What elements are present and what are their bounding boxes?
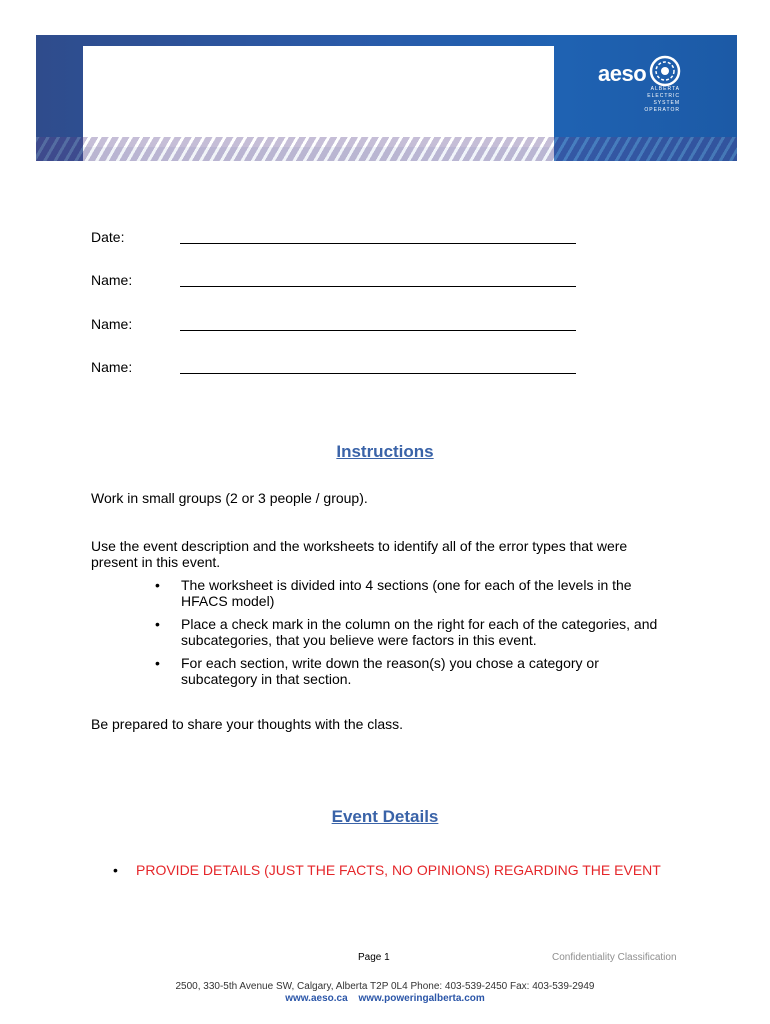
aeso-logo-text: aeso	[598, 61, 647, 86]
instructions-bullet-list	[155, 577, 675, 694]
confidentiality-label: Confidentiality Classification	[552, 952, 677, 963]
logo-sub-line: ELECTRIC	[647, 93, 680, 99]
header-title-area	[83, 46, 554, 147]
name-label: Name:	[91, 359, 133, 375]
logo-sub-line: ALBERTA	[650, 86, 680, 92]
aeso-swirl-logo-icon	[649, 55, 681, 87]
name-label: Name:	[91, 272, 133, 288]
bullet-icon: •	[113, 862, 118, 878]
aeso-website-link[interactable]: www.aeso.ca	[285, 993, 348, 1004]
list-item: • The worksheet is divided into 4 sections (one for each of the levels in the HFACS model)	[155, 577, 675, 609]
powering-alberta-link[interactable]: www.poweringalberta.com	[358, 993, 485, 1004]
instructions-paragraph-3: Be prepared to share your thoughts with the class.	[91, 716, 404, 732]
list-item: • For each section, write down the reason(s) you chose a category or subcategory in that section.	[155, 655, 675, 687]
event-details-item	[113, 860, 676, 881]
name-label: Name:	[91, 316, 133, 332]
instructions-paragraph-1: Work in small groups (2 or 3 people / group).	[91, 490, 368, 506]
date-label: Date:	[91, 229, 125, 245]
name-field-3[interactable]	[91, 359, 576, 379]
footer-links	[0, 993, 770, 1004]
footer-address: 2500, 330-5th Avenue SW, Calgary, Alberta T2P 0L4 Phone: 403-539-2450 Fax: 403-539-2949	[175, 981, 595, 992]
aeso-logo-subtitle	[614, 86, 680, 114]
header-banner	[36, 35, 737, 161]
event-details-heading: Event Details	[331, 807, 439, 826]
date-field[interactable]	[91, 229, 576, 249]
instructions-heading: Instructions	[336, 442, 434, 461]
name-blank-line[interactable]	[180, 286, 576, 287]
instructions-paragraph-2: Use the event description and the worksheets to identify all of the error types that were present in this event.	[91, 538, 628, 570]
event-details-text: PROVIDE DETAILS (JUST THE FACTS, NO OPINIONS) REGARDING THE EVENT	[136, 862, 661, 878]
logo-sub-line: SYSTEM	[653, 100, 680, 106]
page-number: Page 1	[358, 952, 390, 963]
date-blank-line[interactable]	[180, 243, 576, 244]
name-field-1[interactable]	[91, 272, 576, 292]
name-field-2[interactable]	[91, 316, 576, 336]
list-item: • Place a check mark in the column on the right for each of the categories, and subcategories, that you believe were factors in this event.	[155, 616, 675, 648]
logo-sub-line: OPERATOR	[644, 107, 680, 113]
name-blank-line[interactable]	[180, 373, 576, 374]
banner-texture	[36, 137, 737, 161]
name-blank-line[interactable]	[180, 330, 576, 331]
